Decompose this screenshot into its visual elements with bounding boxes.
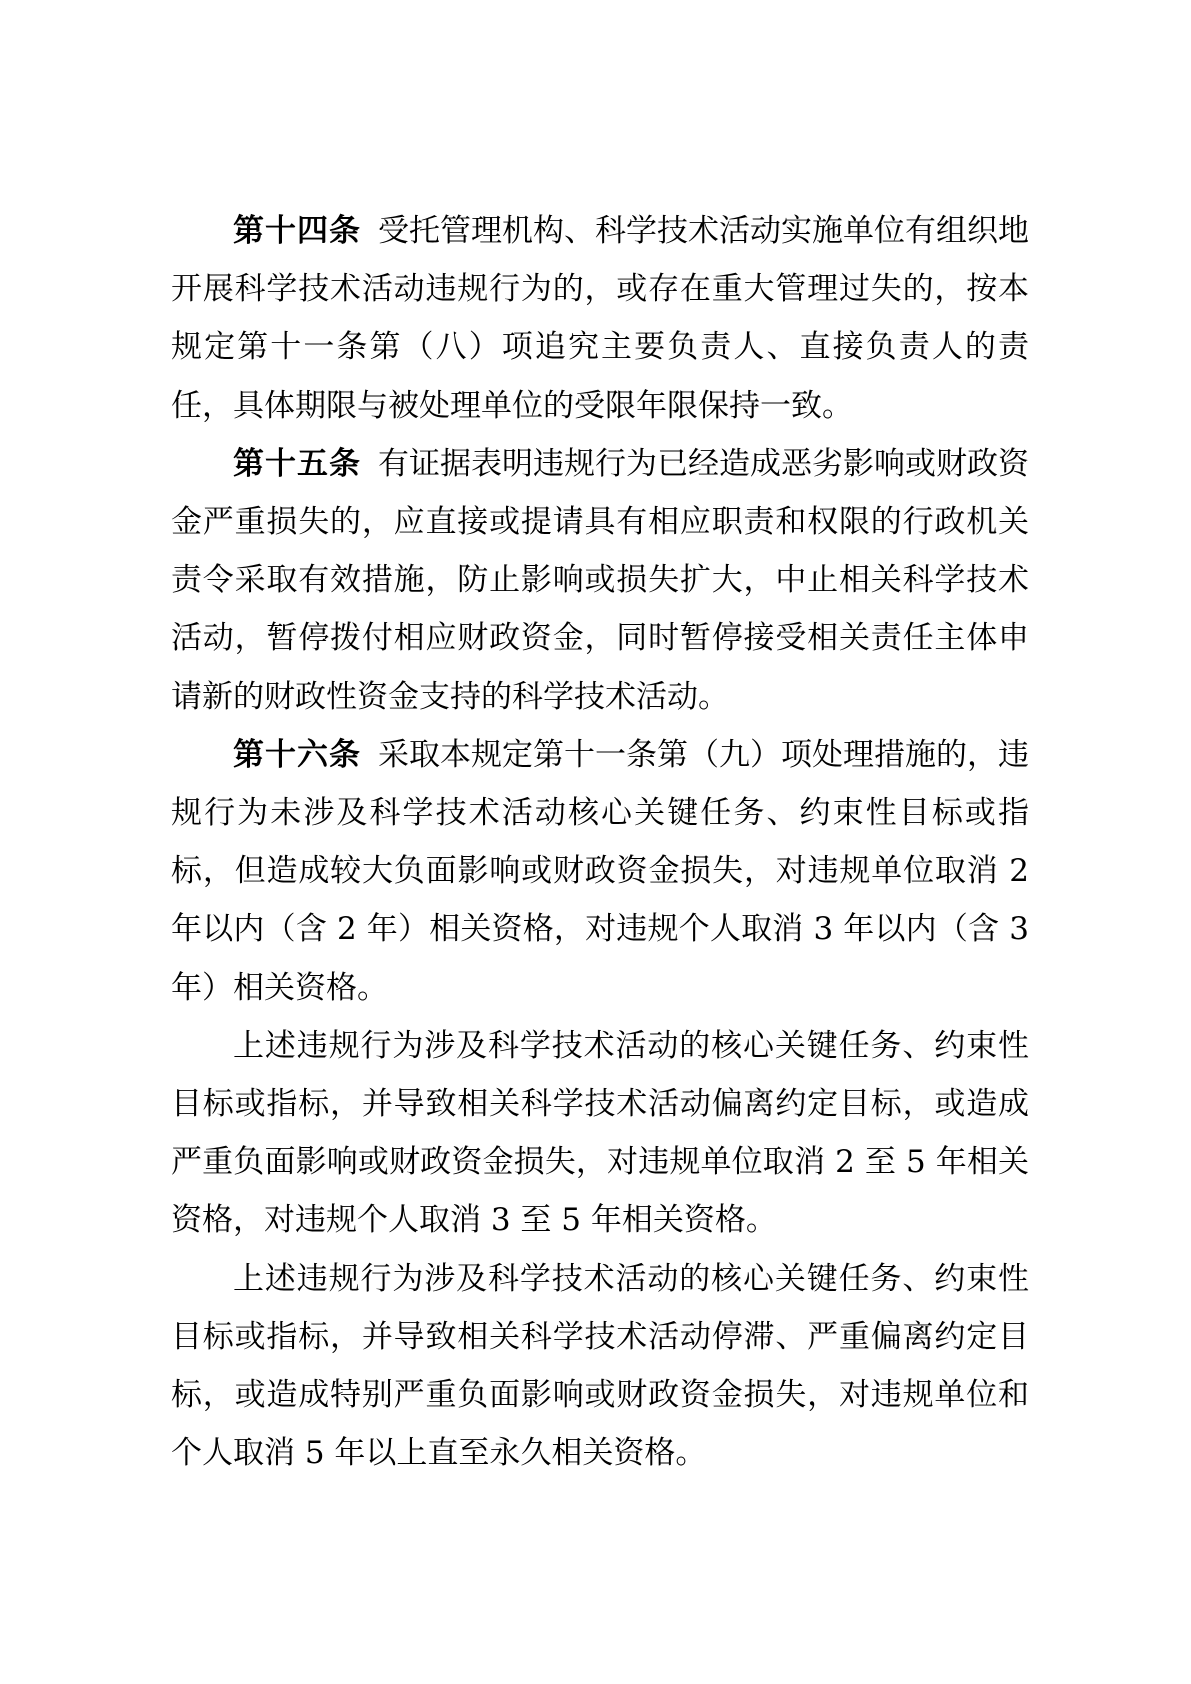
paragraph-article-15 [171, 435, 1029, 726]
article-16-number: 第十六条 [233, 736, 361, 773]
paragraph-article-14 [171, 202, 1029, 435]
article-16-continuation-1-text: 上述违规行为涉及科学技术活动的核心关键任务、约束性目标或指标，并导致相关科学技术活动偏离约定目标，或造成严重负面影响或财政资金损失，对违规单位取消 2 至 5 年相关资格，对违规个人取消 3 至 5 年相关资格。 [171, 1027, 1029, 1239]
paragraph-article-16 [171, 726, 1029, 1017]
article-14-text: 受托管理机构、科学技术活动实施单位有组织地开展科学技术活动违规行为的，或存在重大管理过失的，按本规定第十一条第（八）项追究主要负责人、直接负责人的责任，具体期限与被处理单位的受限年限保持一致。 [171, 213, 1029, 424]
document-body [171, 202, 1029, 1482]
article-16-text: 采取本规定第十一条第（九）项处理措施的，违规行为未涉及科学技术活动核心关键任务、约束性目标或指标，但造成较大负面影响或财政资金损失，对违规单位取消 2 年以内（含 2 年）相关资格，对违规个人取消 3 年以内（含 3 年）相关资格。 [171, 736, 1029, 1006]
article-14-number: 第十四条 [233, 213, 361, 249]
article-15-text: 有证据表明违规行为已经造成恶劣影响或财政资金严重损失的，应直接或提请具有相应职责和权限的行政机关责令采取有效措施，防止影响或损失扩大，中止相关科学技术活动，暂停拨付相应财政资金，同时暂停接受相关责任主体申请新的财政性资金支持的科学技术活动。 [171, 445, 1029, 715]
paragraph-article-16-continuation-1 [171, 1017, 1029, 1250]
paragraph-article-16-continuation-2 [171, 1250, 1029, 1483]
article-16-continuation-2-text: 上述违规行为涉及科学技术活动的核心关键任务、约束性目标或指标，并导致相关科学技术活动停滞、严重偏离约定目标，或造成特别严重负面影响或财政资金损失，对违规单位和个人取消 5 年以上直至永久相关资格。 [171, 1260, 1029, 1472]
article-15-number: 第十五条 [233, 445, 361, 482]
